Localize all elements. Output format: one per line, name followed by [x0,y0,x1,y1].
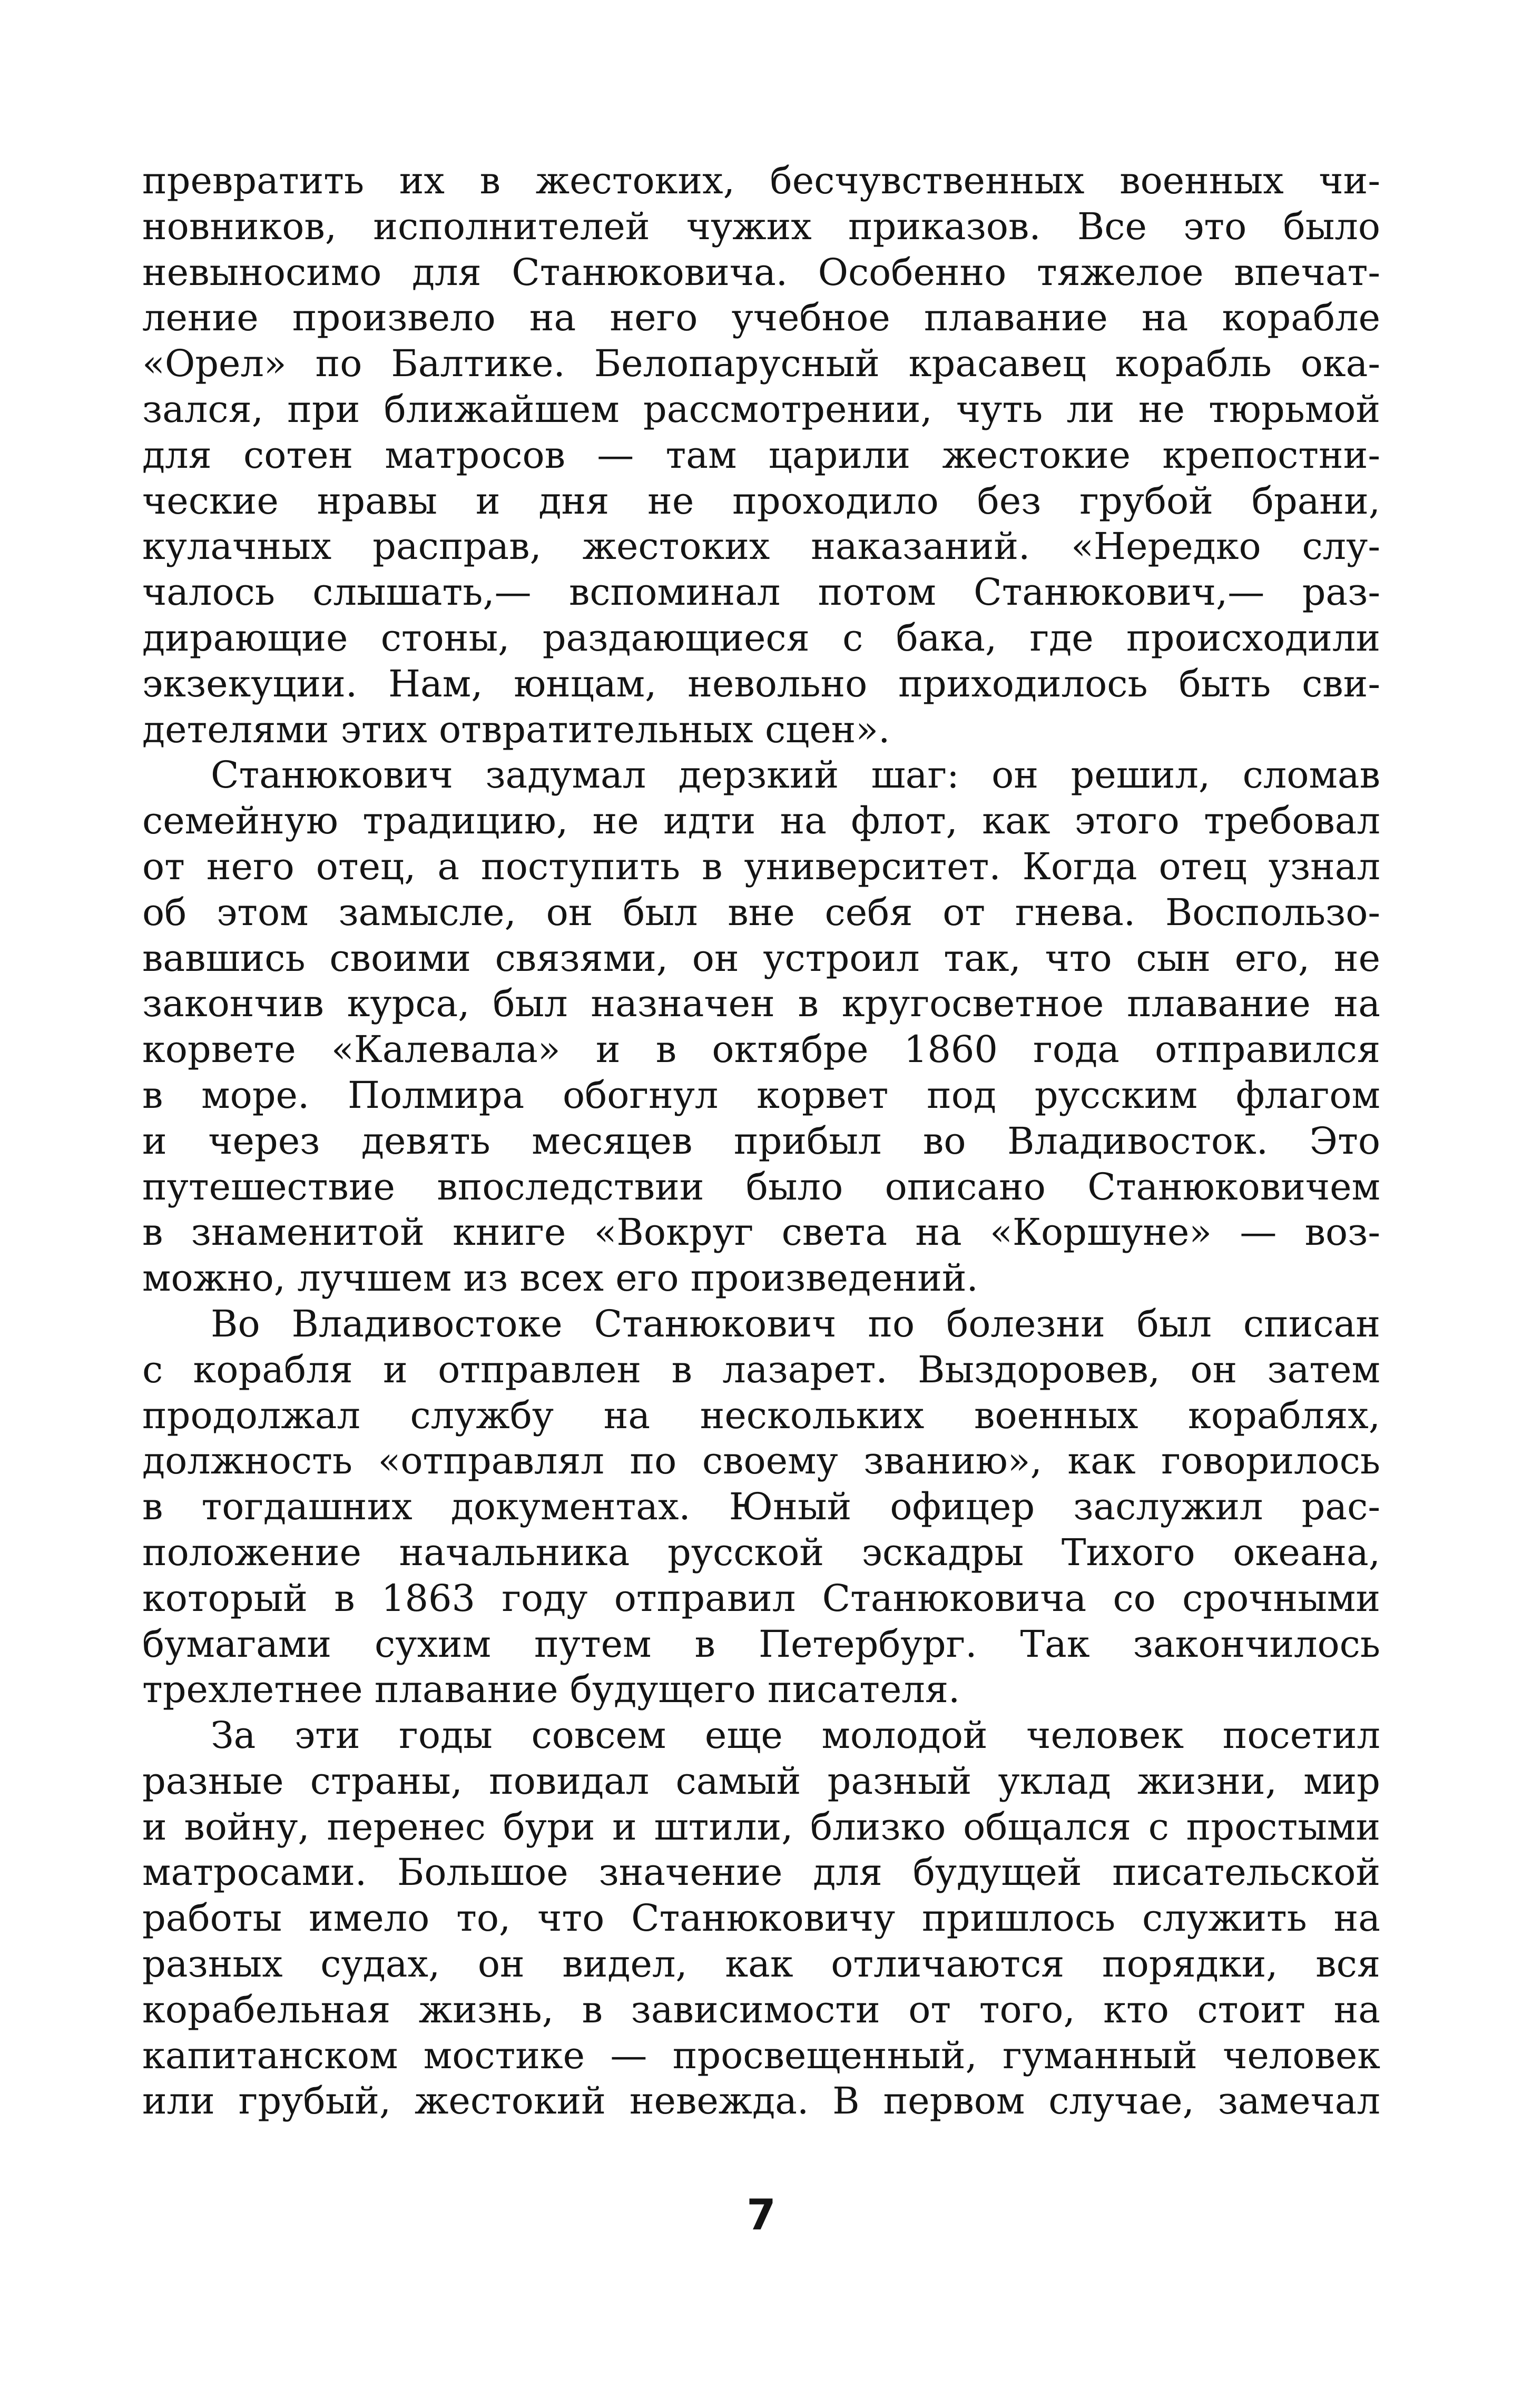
text-line: разные страны, повидал самый разный уклад жизни, мир [142,1759,1380,1803]
text-line: корвете «Калевала» и в октябре 1860 года отправился [142,1028,1380,1072]
text-line: с корабля и отправлен в лазарет. Выздоровев, он затем [142,1348,1380,1391]
text-line: матросами. Большое значение для будущей писательской [142,1851,1380,1894]
text-line: ческие нравы и дня не проходило без грубой брани, [142,479,1380,523]
text-line: можно, лучшем из всех его произведений. [142,1256,978,1300]
text-line: дирающие стоны, раздающиеся с бака, где происходили [142,616,1380,660]
text-line: вавшись своими связями, он устроил так, что сын его, не [142,936,1380,980]
text-line: невыносимо для Станюковича. Особенно тяжелое впечат- [142,250,1380,294]
text-line: в тогдашних документах. Юный офицер заслужил рас- [142,1485,1380,1529]
text-line: от него отец, а поступить в университет. Когда отец узнал [142,844,1380,888]
text-line: и через девять месяцев прибыл во Владивосток. Это [142,1119,1380,1163]
text-line: работы имело то, что Станюковичу пришлось служить на [142,1896,1380,1940]
text-line: капитанском мостике — просвещенный, гуманный человек [142,2033,1380,2077]
text-line: разных судах, он видел, как отличаются порядки, вся [142,1942,1380,1986]
text-line: в знаменитой книге «Вокруг света на «Коршуне» — воз- [142,1211,1380,1254]
book-page [142,158,1380,2239]
text-line: путешествие впоследствии было описано Станюковичем [142,1165,1380,1208]
text-line: новников, исполнителей чужих приказов. Все это было [142,204,1380,248]
page-number: 7 [747,2190,776,2239]
text-line: Во Владивостоке Станюкович по болезни был списан [211,1302,1380,1345]
text-line: который в 1863 году отправил Станюковича со срочными [142,1576,1380,1620]
body-text [142,158,1380,2124]
text-line: или грубый, жестокий невежда. В первом случае, замечал [142,2079,1380,2123]
text-line: трехлетнее плавание будущего писателя. [142,1668,960,1712]
text-line: превратить их в жестоких, бесчувственных военных чи- [142,159,1380,202]
text-line: продолжал службу на нескольких военных кораблях, [142,1393,1380,1437]
text-line: бумагами сухим путем в Петербург. Так закончилось [142,1622,1380,1666]
text-line: об этом замысле, он был вне себя от гнева. Воспользо- [142,890,1380,934]
text-line: корабельная жизнь, в зависимости от того, кто стоит на [142,1988,1380,2031]
text-line: зался, при ближайшем рассмотрении, чуть ли не тюрьмой [142,387,1380,431]
text-line: кулачных расправ, жестоких наказаний. «Нередко слу- [142,525,1380,568]
text-line: положение начальника русской эскадры Тихого океана, [142,1530,1380,1574]
text-line: детелями этих отвратительных сцен». [142,707,890,751]
text-line: и войну, перенес бури и штили, близко общался с простыми [142,1805,1380,1849]
text-line: в море. Полмира обогнул корвет под русским флагом [142,1073,1380,1117]
text-line: чалось слышать,— вспоминал потом Станюкович,— раз- [142,571,1380,614]
text-line: экзекуции. Нам, юнцам, невольно приходилось быть сви- [142,662,1380,705]
text-line: семейную традицию, не идти на флот, как этого требовал [142,799,1380,843]
text-line: Станюкович задумал дерзкий шаг: он решил, сломав [211,753,1380,797]
text-line: закончив курса, был назначен в кругосветное плавание на [142,982,1380,1026]
text-line: ление произвело на него учебное плавание на корабле [142,296,1380,340]
text-line: За эти годы совсем еще молодой человек посетил [211,1714,1380,1757]
text-line: для сотен матросов — там царили жестокие крепостни- [142,433,1380,477]
text-line: должность «отправлял по своему званию», как говорилось [142,1439,1380,1483]
text-line: «Орел» по Балтике. Белопарусный красавец корабль ока- [142,342,1380,386]
